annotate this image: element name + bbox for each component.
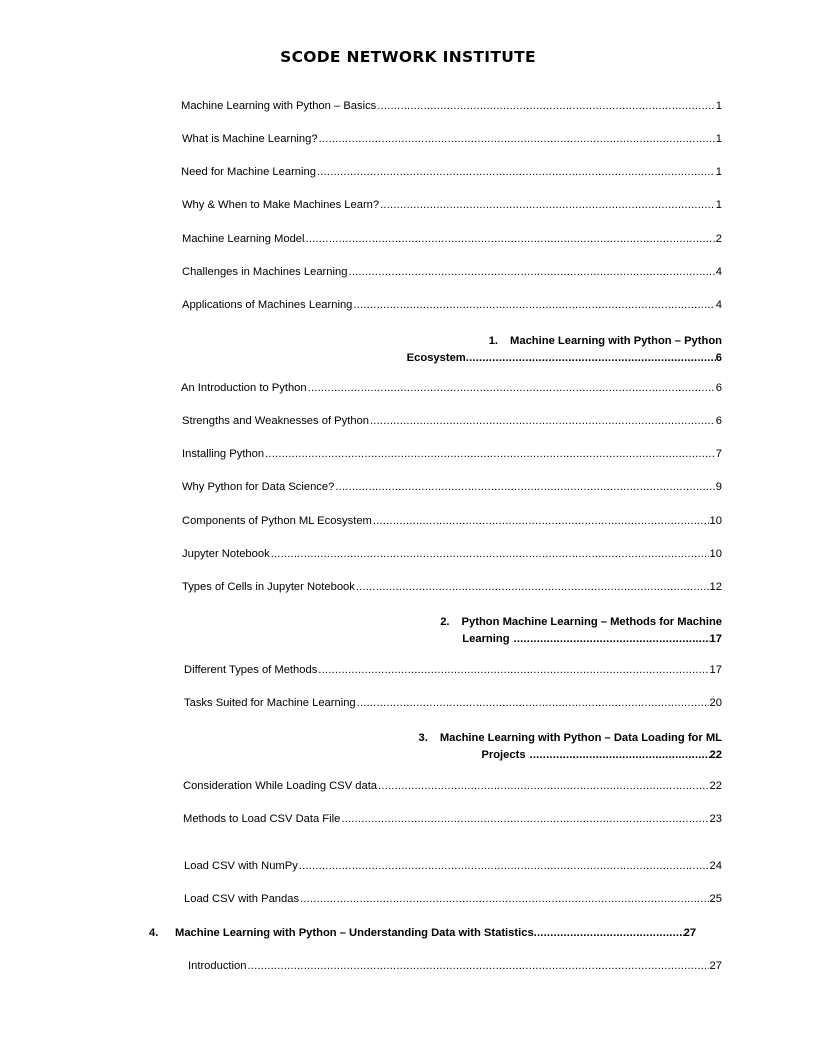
toc-entry-label: Machine Learning with Python – Basics [181, 100, 377, 112]
toc-entry-label: Need for Machine Learning [181, 166, 316, 178]
dot-leader [377, 100, 714, 112]
dot-leader [514, 631, 710, 648]
toc-entry[interactable] [184, 860, 722, 872]
toc-entry-page: 7 [715, 448, 722, 460]
toc-section-number: 1. [488, 335, 499, 347]
toc-section-heading [300, 333, 722, 350]
dot-leader [308, 382, 715, 394]
toc-entry[interactable] [182, 199, 722, 211]
toc-entry[interactable] [184, 664, 722, 676]
dot-leader [530, 747, 710, 764]
toc-section-page: 17 [709, 632, 722, 645]
toc-entry-label: Applications of Machines Learning [182, 299, 353, 311]
dot-leader [378, 780, 709, 792]
toc-entry-page: 1 [715, 100, 722, 112]
toc-entry[interactable] [181, 382, 722, 394]
toc-section-continuation [300, 747, 722, 764]
toc-entry-page: 4 [715, 299, 722, 311]
toc-entry[interactable] [181, 166, 722, 178]
toc-entry[interactable] [182, 581, 722, 593]
toc-entry-label: Load CSV with Pandas [184, 893, 300, 905]
toc-entry-page: 12 [709, 581, 722, 593]
toc-entry[interactable] [182, 548, 722, 560]
dot-leader [317, 166, 715, 178]
toc-entry-label: Why & When to Make Machines Learn? [182, 199, 380, 211]
toc-section[interactable] [149, 927, 717, 939]
toc-entry[interactable] [188, 960, 722, 972]
toc-section-number: 2. [440, 616, 450, 628]
dot-leader [370, 415, 715, 427]
toc-section-title: Machine Learning with Python – Python [510, 335, 722, 347]
toc-entry-label: Tasks Suited for Machine Learning [184, 697, 356, 709]
dot-leader [300, 893, 708, 905]
toc-entry-label: An Introduction to Python [181, 382, 307, 394]
toc-section[interactable] [300, 614, 722, 647]
toc-entry-page: 23 [709, 813, 722, 825]
toc-entry[interactable] [183, 813, 722, 825]
toc-entry-label: Components of Python ML Ecosystem [182, 515, 372, 527]
toc-entry-label: Consideration While Loading CSV data [183, 780, 378, 792]
dot-leader [357, 697, 709, 709]
toc-section-heading [300, 730, 722, 747]
toc-entry-label: What is Machine Learning? [182, 133, 318, 145]
toc-entry[interactable] [182, 133, 722, 145]
dot-leader [534, 927, 684, 939]
toc-entry-label: Challenges in Machines Learning [182, 266, 348, 278]
dot-leader [466, 350, 716, 367]
toc-entry-page: 25 [709, 893, 722, 905]
toc-section[interactable] [300, 333, 722, 366]
toc-entry-page: 6 [715, 415, 722, 427]
toc-section-continuation [300, 631, 722, 648]
toc-section-title-cont: Ecosystem [406, 351, 466, 364]
toc-entry-page: 1 [715, 199, 722, 211]
dot-leader [265, 448, 715, 460]
toc-section-title: Python Machine Learning – Methods for Machine [461, 616, 722, 628]
toc-entry-page: 2 [715, 233, 722, 245]
toc-entry-page: 22 [709, 780, 722, 792]
toc-entry-page: 24 [709, 860, 722, 872]
toc-entry-page: 1 [715, 133, 722, 145]
toc-entry-page: 1 [715, 166, 722, 178]
toc-entry[interactable] [184, 893, 722, 905]
dot-leader [348, 266, 714, 278]
toc-entry[interactable] [182, 233, 722, 245]
toc-section-title: Machine Learning with Python – Data Loading for ML [439, 732, 722, 744]
toc-section-continuation [300, 350, 722, 367]
toc-entry-page: 4 [715, 266, 722, 278]
toc-entry-label: Strengths and Weaknesses of Python [182, 415, 369, 427]
toc-entry[interactable] [182, 481, 722, 493]
dot-leader [318, 664, 708, 676]
toc-entry-page: 27 [709, 960, 722, 972]
toc-entry[interactable] [182, 266, 722, 278]
dot-leader [271, 548, 709, 560]
toc-entry-page: 6 [715, 382, 722, 394]
dot-leader [380, 199, 715, 211]
toc-entry-page: 9 [715, 481, 722, 493]
toc-entry-page: 10 [709, 548, 722, 560]
dot-leader [341, 813, 708, 825]
toc-entry-label: Types of Cells in Jupyter Notebook [182, 581, 355, 593]
toc-entry[interactable] [182, 448, 722, 460]
toc-entry-label: Machine Learning Model [182, 233, 305, 245]
toc-entry-label: Jupyter Notebook [182, 548, 270, 560]
toc-section-heading [300, 614, 722, 631]
toc-section-page: 22 [709, 748, 722, 761]
toc-entry-label: Methods to Load CSV Data File [183, 813, 341, 825]
toc-entry-label: Different Types of Methods [184, 664, 318, 676]
toc-entry-page: 10 [709, 515, 722, 527]
toc-entry-label: Introduction [188, 960, 247, 972]
toc-entry[interactable] [182, 515, 722, 527]
toc-section-title-cont: Projects [481, 748, 526, 761]
dot-leader [373, 515, 709, 527]
toc-entry-page: 17 [709, 664, 722, 676]
dot-leader [335, 481, 714, 493]
toc-section-page: 27 [683, 927, 697, 939]
toc-section-number: 4. [149, 927, 159, 939]
toc-section[interactable] [300, 730, 722, 763]
toc-entry-page: 20 [709, 697, 722, 709]
toc-section-page: 6 [715, 351, 722, 364]
toc-entry[interactable] [184, 697, 722, 709]
dot-leader [353, 299, 714, 311]
toc-entry[interactable] [183, 780, 722, 792]
toc-entry[interactable] [182, 299, 722, 311]
toc-section-title-cont: Learning [462, 632, 510, 645]
toc-entry-label: Why Python for Data Science? [182, 481, 335, 493]
toc-entry[interactable] [182, 415, 722, 427]
dot-leader [247, 960, 708, 972]
toc-entry-label: Installing Python [182, 448, 265, 460]
dot-leader [356, 581, 709, 593]
dot-leader [299, 860, 709, 872]
toc-section-number: 3. [418, 732, 428, 744]
toc-entry[interactable] [181, 100, 722, 112]
toc-entry-label: Load CSV with NumPy [184, 860, 298, 872]
dot-leader [319, 133, 715, 145]
toc-section-title: Machine Learning with Python – Understanding Data with Statistics [175, 927, 534, 939]
document-title: SCODE NETWORK INSTITUTE [280, 48, 536, 66]
dot-leader [306, 233, 715, 245]
